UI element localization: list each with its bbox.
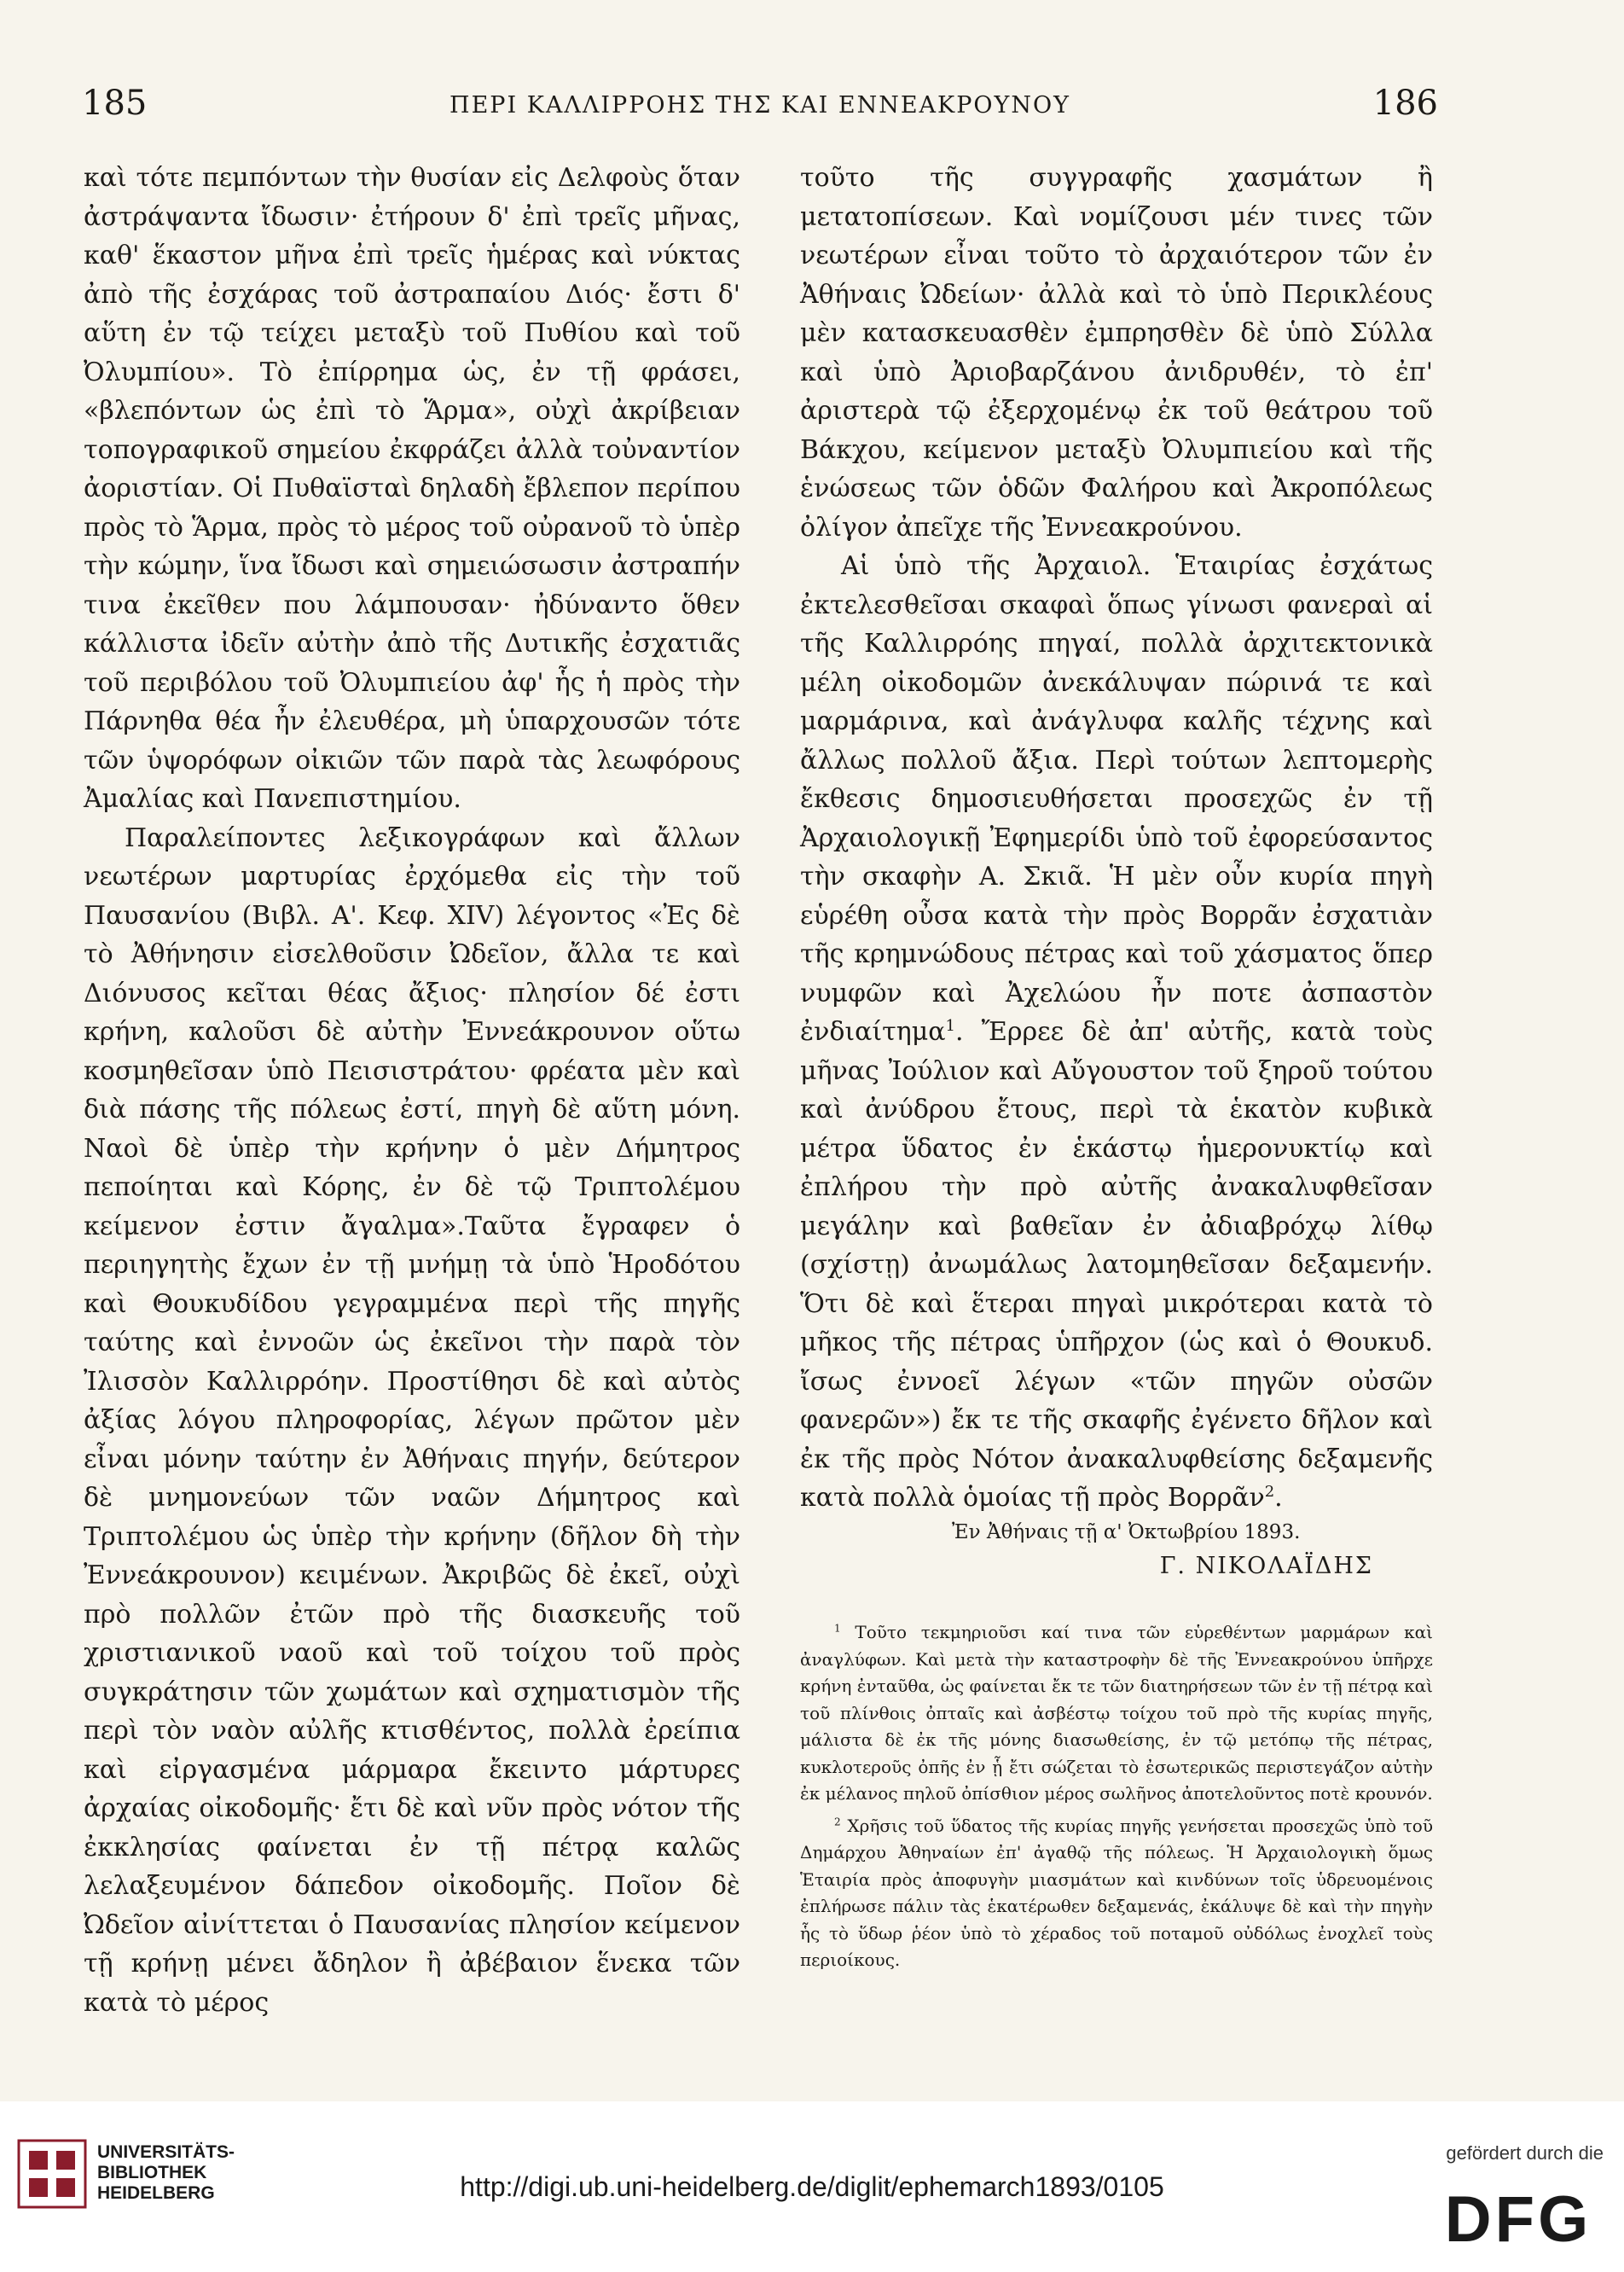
paragraph-text: . <box>1274 1483 1283 1513</box>
library-name-line: UNIVERSITÄTS- <box>97 2142 235 2162</box>
footnote-text: Χρῆσις τοῦ ὕδατος τῆς κυρίας πηγῆς γενήσεται προσεχῶς ὑπὸ τοῦ Δημάρχου Ἀθηναίων ἐπ' ἀγαθῷ τῆς πόλεως. Ἡ Ἀρχαιολογικὴ ὅμως Ἑταιρία πρὸς ἀποφυγὴν μιασμάτων καὶ κινδύνων τοῖς ὑδρευομένοις ἐπλήρωσε πάλιν τὰς ἑκατέρωθεν δεξαμενάς, ἐκάλυψε δὲ καὶ τὴν πηγὴν ἧς τὸ ὕδωρ ῥέον ὑπὸ τὸ χέραδος τοῦ ποταμοῦ οὐδόλως ἐνοχλεῖ τοὺς περιοίκους. <box>800 1815 1433 1970</box>
page-number-left: 185 <box>82 84 148 123</box>
right-column <box>800 159 1433 1974</box>
paragraph: τοῦτο τῆς συγγραφῆς χασμάτων ἢ μετατοπίσεων. Καὶ νομίζουσι μέν τινες τῶν νεωτέρων εἶναι τοῦτο τὸ ἀρχαιότερον τῶν ἐν Ἀθήναις Ὠδείων· ἀλλὰ καὶ τὸ ὑπὸ Περικλέους μὲν κατασκευασθὲν ἐμπρησθὲν δὲ ὑπὸ Σύλλα καὶ ὑπὸ Ἀριοβαρζάνου ἀνιδρυθέν, τὸ ἐπ' ἀριστερὰ τῷ ἐξερχομένῳ ἐκ τοῦ θεάτρου τοῦ Βάκχου, κείμενον μεταξὺ Ὀλυμπιείου καὶ τῆς ἑνώσεως τῶν ὁδῶν Φαλήρου καὶ Ἀκροπόλεως ὀλίγον ἀπεῖχε τῆς Ἐννεακρούνου. <box>800 163 1433 543</box>
footnote-ref: 1 <box>945 1017 955 1035</box>
footnote-text: Τοῦτο τεκμηριοῦσι καί τινα τῶν εὑρεθέντων μαρμάρων καὶ ἀναγλύφων. Καὶ μετὰ τὴν καταστροφὴν δὲ τῆς Ἐννεακρούνου ὑπῆρχε κρήνη ἐνταῦθα, ὡς φαίνεται ἔκ τε τῶν διατηρήσεων τῶν ἐν τῇ πέτρᾳ καὶ τοῦ πλίνθοις ὀπταῖς καὶ ἀσβέστῳ τοίχου τοῦ πρὸ τῆς κυρίας πηγῆς, μάλιστα δὲ ἐκ τῆς μόνης διασωθείσης, ἐν τῷ μετόπῳ τῆς πέτρας, κυκλοτεροῦς ὀπῆς ἐν ᾗ ἔτι σώζεται τὸ ἐσωτερικῶς περιστεγάζον αὐτὴν ἐκ μέλανος πηλοῦ ὀπίσθιον μέρος σωλῆνος ἀποτελοῦντος ποτὲ κρουνόν. <box>800 1622 1433 1804</box>
footnotes <box>800 1619 1433 1974</box>
footnote-mark: 1 <box>834 1622 841 1635</box>
footnote <box>800 1619 1433 1808</box>
funding-block <box>1407 2142 1604 2262</box>
digitization-footer <box>0 2101 1624 2272</box>
library-name-line: BIBLIOTHEK <box>97 2163 207 2182</box>
paragraph <box>800 547 1433 1518</box>
paragraph-text: Αἱ ὑπὸ τῆς Ἀρχαιολ. Ἑταιρίας ἐσχάτως ἐκτελεσθεῖσαι σκαφαὶ ὅπως γίνωσι φανεραὶ αἱ τῆς Καλλιρρόης πηγαί, πολλὰ ἀρχιτεκτονικὰ μέλη οἰκοδομῶν ἀνεκάλυψαν πώρινά τε καὶ μαρμάρινα, καὶ ἀνάγλυφα καλῆς τέχνης καὶ ἄλλως πολλοῦ ἄξια. Περὶ τούτων λεπτομερὴς ἔκθεσις δημοσιευθήσεται προσεχῶς ἐν τῇ Ἀρχαιολογικῇ Ἐφημερίδι ὑπὸ τοῦ ἐφορεύσαντος τὴν σκαφὴν Α. Σκιᾶ. Ἡ μὲν οὖν κυρία πηγὴ εὑρέθη οὖσα κατὰ τὴν πρὸς Βορρᾶν ἐσχατιὰν τῆς κρημνώδους πέτρας καὶ τοῦ χάσματος ὅπερ νυμφῶν καὶ Ἀχελώου ἦν ποτε ἀσπαστὸν ἐνδιαίτημα <box>800 551 1433 1047</box>
source-url-link[interactable]: http://digi.ub.uni-heidelberg.de/diglit/ephemarch1893/0105 <box>460 2171 1164 2202</box>
page-number-right: 186 <box>1372 84 1438 123</box>
footnote-mark: 2 <box>834 1815 841 1827</box>
funding-note: gefördert durch die <box>1446 2142 1604 2164</box>
running-title: ΠΕΡΙ ΚΑΛΛΙΡΡΟΗΣ ΤΗΣ ΚΑΙ ΕΝΝΕΑΚΡΟΥΝΟΥ <box>450 92 1070 119</box>
left-column <box>84 159 740 2022</box>
paragraph-text: . Ἔρρεε δὲ ἀπ' αὐτῆς, κατὰ τοὺς μῆνας Ἰούλιον καὶ Αὔγουστον τοῦ ξηροῦ τούτου καὶ ἀνύδρου ἔτους, περὶ τὰ ἑκατὸν κυβικὰ μέτρα ὕδατος ἐν ἑκάστῳ ἡμερονυκτίῳ καὶ ἐπλήρου τὴν πρὸ αὐτῆς ἀνακαλυφθεῖσαν μεγάλην καὶ βαθεῖαν ἐν ἀδιαβρόχῳ λίθῳ (σχίστῃ) ἀνωμάλως λατομηθεῖσαν δεξαμενήν. Ὅτι δὲ καὶ ἕτεραι πηγαὶ μικρότεραι κατὰ τὸ μῆκος τῆς πέτρας ὑπῆρχον (ὡς καὶ ὁ Θουκυδ. ἴσως ἐννοεῖ λέγων «τῶν πηγῶν οὐσῶν φανερῶν») ἔκ τε τῆς σκαφῆς ἐγένετο δῆλον καὶ ἐκ τῆς πρὸς Νότον ἀνακαλυφθείσης δεξαμενῆς κατὰ πολλὰ ὁμοίας τῇ πρὸς Βορρᾶν <box>800 1017 1433 1513</box>
footnote <box>800 1813 1433 1974</box>
author-signature: Γ. ΝΙΚΟΛΑΪΔΗΣ <box>1159 1552 1373 1579</box>
dfg-logo-text: DFG <box>1444 2183 1592 2252</box>
footnote-ref: 2 <box>1264 1483 1275 1501</box>
running-header <box>82 84 1438 135</box>
paragraph: καὶ τότε πεμπόντων τὴν θυσίαν εἰς Δελφοὺς ὅταν ἀστράψαντα ἴδωσιν· ἐτήρουν δ' ἐπὶ τρεῖς μῆνας, καθ' ἕκαστον μῆνα ἐπὶ τρεῖς ἡμέρας καὶ νύκτας ἀπὸ τῆς ἐσχάρας τοῦ ἀστραπαίου Διός· ἔστι δ' αὕτη ἐν τῷ τείχει μεταξὺ τοῦ Πυθίου καὶ τοῦ Ὀλυμπίου». Τὸ ἐπίρρημα ὡς, ἐν τῇ φράσει, «βλεπόντων ὡς ἐπὶ τὸ Ἅρμα», οὐχὶ ἀκρίβειαν τοπογραφικοῦ σημείου ἐκφράζει ἀλλὰ τοὐναντίον ἀοριστίαν. Οἱ Πυθαϊσταὶ δηλαδὴ ἔβλεπον περίπου πρὸς τὸ Ἅρμα, πρὸς τὸ μέρος τοῦ οὐρανοῦ τὸ ὑπὲρ τὴν κώμην, ἵνα ἴδωσι καὶ σημειώσωσιν ἀστραπήν τινα ἐκεῖθεν που λάμπουσαν· ἠδύναντο ὅθεν κάλλιστα ἰδεῖν αὐτὴν ἀπὸ τῆς Δυτικῆς ἐσχατιᾶς τοῦ περιβόλου τοῦ Ὀλυμπιείου ἀφ' ἧς ἡ πρὸς τὴν Πάρνηθα θέα ἦν ἐλευθέρα, μὴ ὑπαρχουσῶν τότε τῶν ὑψορόφων οἰκιῶν τῶν παρὰ τὰς λεωφόρους Ἀμαλίας καὶ Πανεπιστημίου. <box>84 163 740 814</box>
dateline: Ἐν Ἀθήναις τῇ α' Ὀκτωβρίου 1893. <box>952 1520 1301 1543</box>
dfg-logo-icon[interactable] <box>1433 2183 1604 2252</box>
library-name-line: HEIDELBERG <box>97 2183 215 2203</box>
paragraph: Παραλείποντες λεξικογράφων καὶ ἄλλων νεωτέρων μαρτυρίας ἐρχόμεθα εἰς τὴν τοῦ Παυσανίου (Βιβλ. Α'. Κεφ. XIV) λέγοντος «Ἐς δὲ τὸ Ἀθήνησιν εἰσελθοῦσιν Ὠδεῖον, ἄλλα τε καὶ Διόνυσος κεῖται θέας ἄξιος· πλησίον δέ ἐστι κρήνη, καλοῦσι δὲ αὐτὴν Ἐννεάκρουνον οὕτω κοσμηθεῖσαν ὑπὸ Πεισιστράτου· φρέατα μὲν καὶ διὰ πάσης τῆς πόλεως ἐστί, πηγὴ δὲ αὕτη μόνη. Ναοὶ δὲ ὑπὲρ τὴν κρήνην ὁ μὲν Δήμητρος πεποίηται καὶ Κόρης, ἐν δὲ τῷ Τριπτολέμου κείμενον ἐστιν ἄγαλμα».Ταῦτα ἔγραφεν ὁ περιηγητὴς ἔχων ἐν τῇ μνήμῃ τὰ ὑπὸ Ἡροδότου καὶ Θουκυδίδου γεγραμμένα περὶ τῆς πηγῆς ταύτης καὶ ἐννοῶν ὡς ἐκεῖνοι τὴν παρὰ τὸν Ἰλισσὸν Καλλιρρόην. Προστίθησι δὲ καὶ αὐτὸς ἀξίας λόγου πληροφορίας, λέγων πρῶτον μὲν εἶναι μόνην ταύτην ἐν Ἀθήναις πηγήν, δεύτερον δὲ μνημονεύων τῶν ναῶν Δήμητρος καὶ Τριπτολέμου ὡς ὑπὲρ τὴν κρήνην (δῆλον δὴ τὴν Ἐννεάκρουνον) κειμένων. Ἀκριβῶς δὲ ἐκεῖ, οὐχὶ πρὸ πολλῶν ἐτῶν πρὸ τῆς διασκευῆς τοῦ χριστιανικοῦ ναοῦ καὶ τοῦ τοίχου τοῦ πρὸς συγκράτησιν τῶν χωμάτων καὶ σχηματισμὸν τῆς περὶ τὸν ναὸν αὐλῆς κτισθέντος, πολλὰ ἐρείπια καὶ εἰργασμένα μάρμαρα ἔκειντο μάρτυρες ἀρχαίας οἰκοδομῆς· ἔτι δὲ καὶ νῦν πρὸς νότον τῆς ἐκκλησίας φαίνεται ἐν τῇ πέτρᾳ καλῶς λελαξευμένον δάπεδον οἰκοδομῆς. Ποῖον δὲ Ὠδεῖον αἰνίττεται ὁ Παυσανίας πλησίον κείμενον τῇ κρήνῃ μένει ἄδηλον ἢ ἀβέβαιον ἕνεκα τῶν κατὰ τὸ μέρος <box>84 822 740 2018</box>
